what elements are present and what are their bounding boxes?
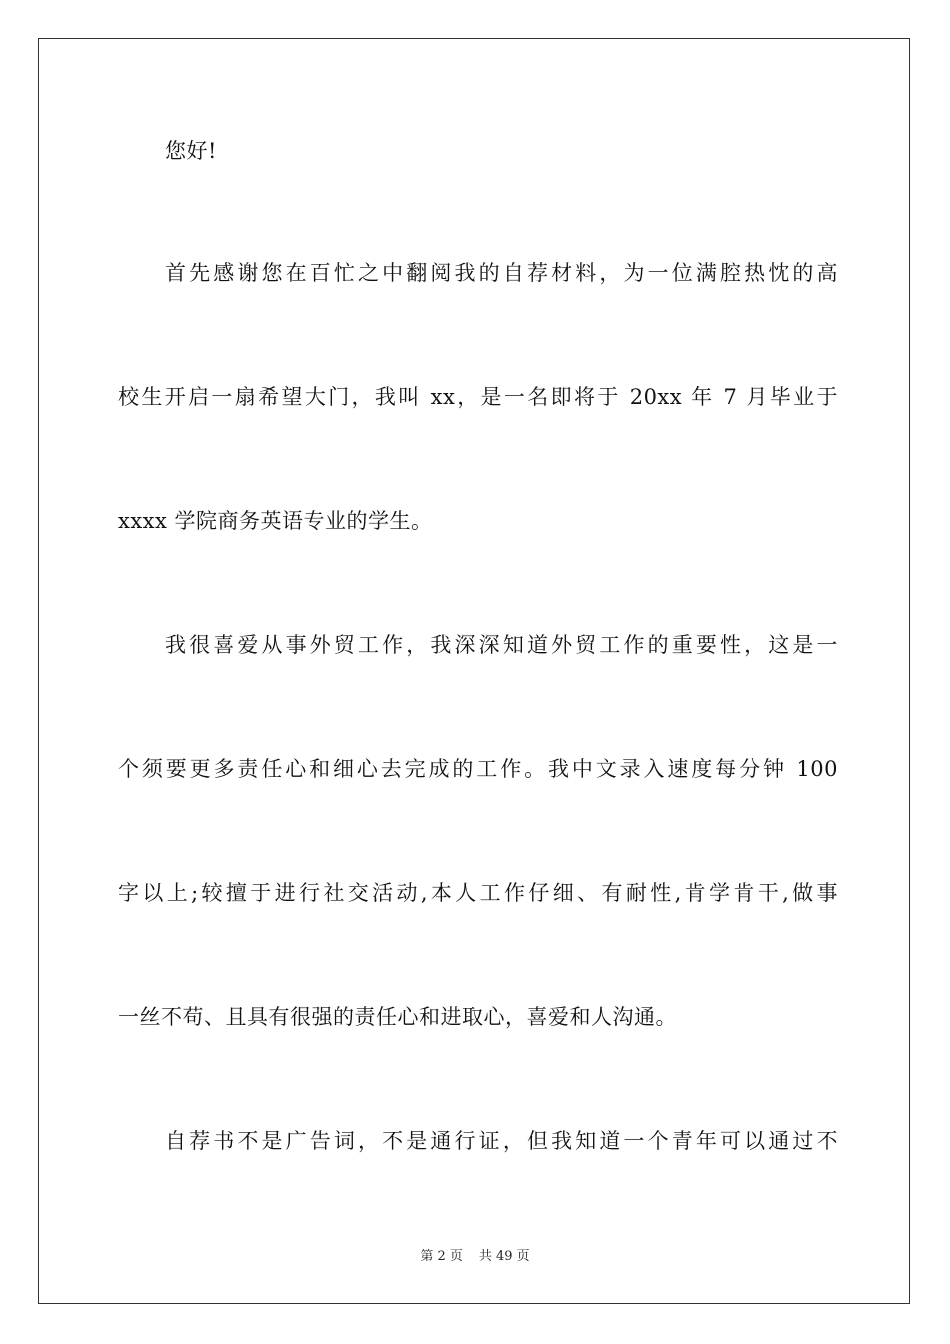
body-line-2: 校生开启一扇希望大门，我叫 xx，是一名即将于 20xx 年 7 月毕业于: [118, 385, 838, 409]
body-line-1: 首先感谢您在百忙之中翻阅我的自荐材料，为一位满腔热忱的高: [165, 261, 838, 285]
page-total: 共 49 页: [478, 1249, 530, 1264]
body-line-4: 我很喜爱从事外贸工作，我深深知道外贸工作的重要性，这是一: [165, 633, 838, 657]
body-line-8: 自荐书不是广告词，不是通行证，但我知道一个青年可以通过不: [165, 1129, 838, 1153]
page-footer: [0, 1248, 950, 1266]
body-line-5: 个须要更多责任心和细心去完成的工作。我中文录入速度每分钟 100: [118, 757, 838, 781]
greeting-line: 您好!: [165, 139, 217, 163]
body-line-7: 一丝不苟、且具有很强的责任心和进取心，喜爱和人沟通。: [118, 1005, 677, 1029]
body-line-6: 字以上;较擅于进行社交活动,本人工作仔细、有耐性,肯学肯干,做事: [118, 881, 838, 905]
page-number: 第 2 页: [420, 1249, 463, 1264]
page-border: [38, 38, 910, 1304]
body-line-3: xxxx 学院商务英语专业的学生。: [118, 509, 433, 533]
